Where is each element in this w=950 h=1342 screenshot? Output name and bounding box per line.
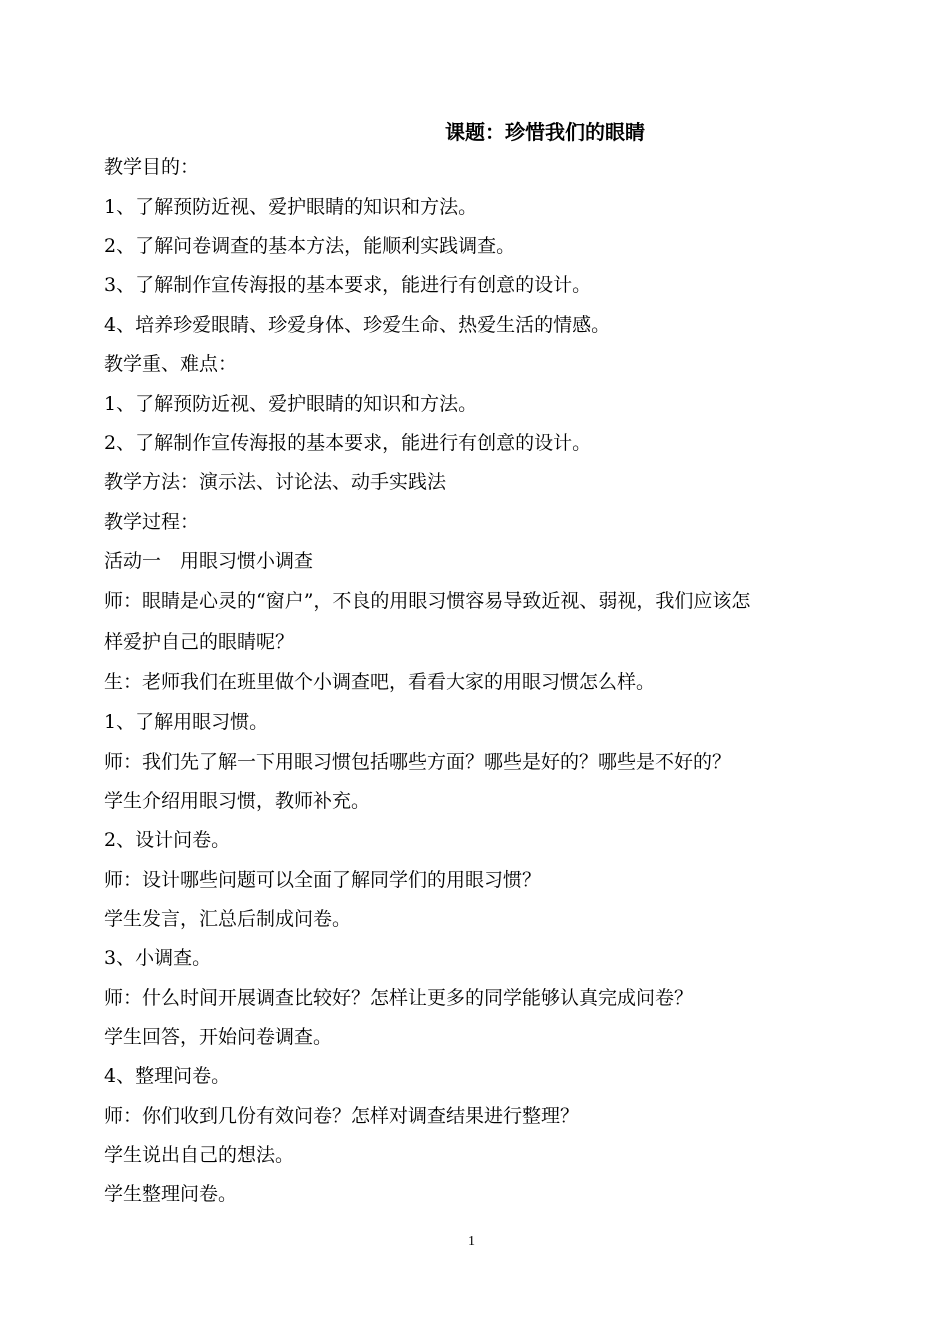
document-title: 课题：珍惜我们的眼睛	[445, 120, 645, 144]
teaching-methods: 教学方法：演示法、讨论法、动手实践法	[104, 471, 447, 493]
step-1: 1、了解用眼习惯。	[104, 711, 269, 733]
student-line-5: 学生说出自己的想法。	[104, 1144, 295, 1166]
student-line-6: 学生整理问卷。	[104, 1183, 238, 1205]
teacher-line-4: 师：什么时间开展调查比较好？怎样让更多的同学能够认真完成问卷？	[104, 987, 694, 1009]
heading-process: 教学过程：	[104, 511, 200, 533]
teacher-line-1-cont: 样爱护自己的眼睛呢？	[104, 631, 295, 653]
teacher-line-3: 师：设计哪些问题可以全面了解同学们的用眼习惯？	[104, 869, 542, 891]
activity-1-heading: 活动一 用眼习惯小调查	[104, 550, 314, 572]
student-line-2: 学生介绍用眼习惯，教师补充。	[104, 790, 371, 812]
step-4: 4、整理问卷。	[104, 1065, 231, 1087]
key-point-1: 1、了解预防近视、爱护眼睛的知识和方法。	[104, 393, 478, 415]
student-line-3: 学生发言，汇总后制成问卷。	[104, 908, 352, 930]
heading-objectives: 教学目的：	[104, 156, 200, 178]
objective-3: 3、了解制作宣传海报的基本要求，能进行有创意的设计。	[104, 274, 592, 296]
step-2: 2、设计问卷。	[104, 829, 231, 851]
teacher-line-5: 师：你们收到几份有效问卷？怎样对调查结果进行整理？	[104, 1105, 580, 1127]
student-line-4: 学生回答，开始问卷调查。	[104, 1026, 333, 1048]
objective-2: 2、了解问卷调查的基本方法，能顺利实践调查。	[104, 235, 516, 257]
student-line-1: 生：老师我们在班里做个小调查吧，看看大家的用眼习惯怎么样。	[104, 671, 656, 693]
objective-1: 1、了解预防近视、爱护眼睛的知识和方法。	[104, 196, 478, 218]
objective-4: 4、培养珍爱眼睛、珍爱身体、珍爱生命、热爱生活的情感。	[104, 314, 611, 336]
step-3: 3、小调查。	[104, 947, 212, 969]
heading-key-points: 教学重、难点：	[104, 353, 238, 375]
page-number: 1	[468, 1234, 475, 1249]
key-point-2: 2、了解制作宣传海报的基本要求，能进行有创意的设计。	[104, 432, 592, 454]
teacher-line-1: 师：眼睛是心灵的“窗户”，不良的用眼习惯容易导致近视、弱视，我们应该怎	[104, 590, 751, 612]
teacher-line-2: 师：我们先了解一下用眼习惯包括哪些方面？哪些是好的？哪些是不好的？	[104, 751, 732, 773]
